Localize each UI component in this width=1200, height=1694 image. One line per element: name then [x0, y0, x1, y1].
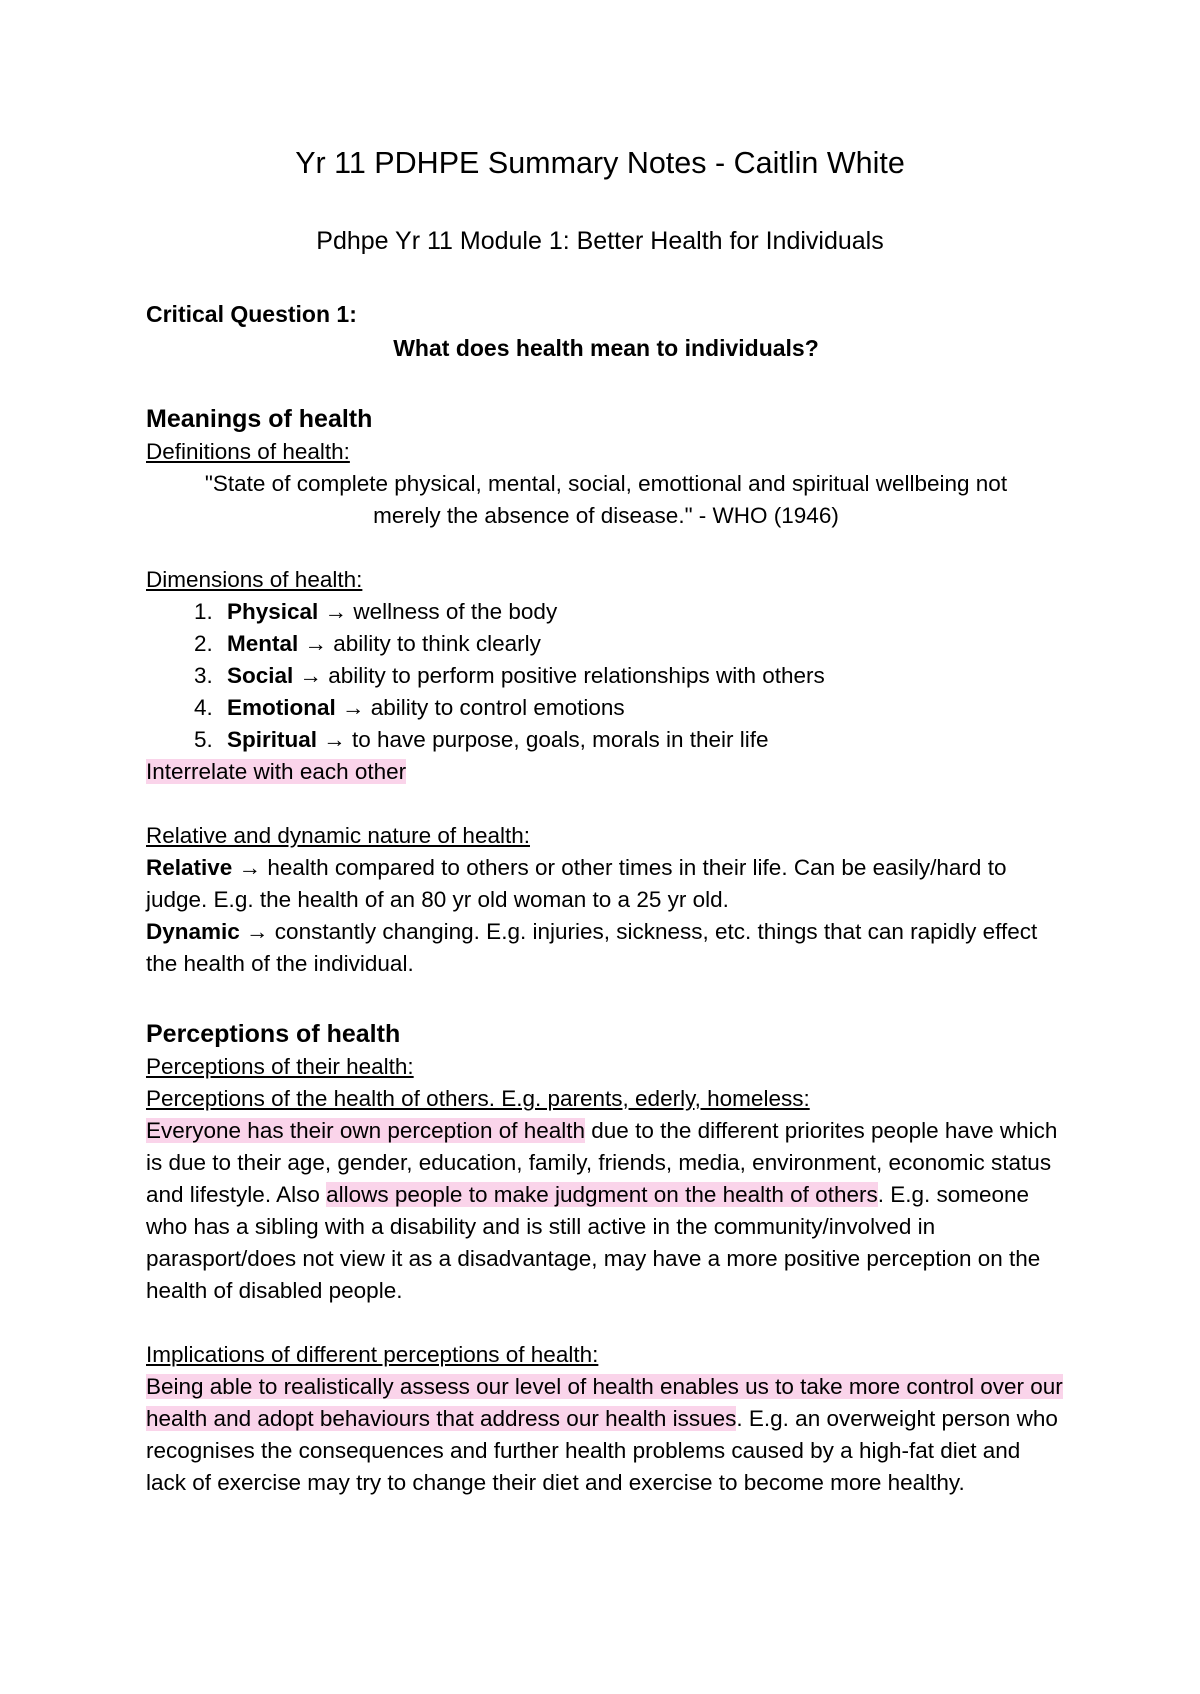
dimension-desc: → ability to control emotions — [335, 695, 625, 720]
relative-desc: → health compared to others or other times in their life. Can be easily/hard to judge. E.g. the health of an 80 yr old woman to a 25 yr old. — [146, 855, 1007, 912]
perceptions-paragraph — [146, 1115, 1066, 1307]
paragraph-text: due to the different priorites people have which is due to their age, gender, education, family, friends, media, environment, economic status and lifestyle. Also — [146, 1118, 1058, 1207]
others-health-label: Perceptions of the health of others. E.g. parents, ederly, homeless: — [146, 1086, 810, 1111]
dimensions-label: Dimensions of health: — [146, 567, 363, 592]
critical-question-text: What does health mean to individuals? — [393, 335, 819, 361]
meanings-section — [146, 402, 1066, 980]
dimension-term: Spiritual — [227, 727, 318, 752]
dimension-desc: → wellness of the body — [318, 599, 558, 624]
highlight-text: allows people to make judgment on the health of others — [326, 1182, 878, 1207]
definitions-label: Definitions of health: — [146, 439, 350, 464]
dynamic-term: Dynamic — [146, 919, 240, 944]
relative-paragraph — [146, 852, 1066, 916]
meanings-heading: Meanings of health — [146, 405, 373, 433]
their-health-label: Perceptions of their health: — [146, 1054, 414, 1079]
perceptions-heading: Perceptions of health — [146, 1020, 401, 1048]
implications-label: Implications of different perceptions of health: — [146, 1342, 599, 1367]
relative-term: Relative — [146, 855, 233, 880]
list-item — [219, 628, 1066, 660]
dimension-term: Emotional — [227, 695, 336, 720]
implications-paragraph — [146, 1371, 1066, 1499]
interrelate-note: Interrelate with each other — [146, 759, 407, 784]
dynamic-desc: → constantly changing. E.g. injuries, sickness, etc. things that can rapidly effect the health of the individual. — [146, 919, 1038, 976]
list-item — [219, 724, 1066, 756]
dimension-term: Social — [227, 663, 294, 688]
dimension-desc: → ability to perform positive relationships with others — [293, 663, 825, 688]
relative-dynamic-label: Relative and dynamic nature of health: — [146, 823, 530, 848]
who-quote-line-2: merely the absence of disease." - WHO (1946) — [373, 503, 839, 528]
list-item — [219, 692, 1066, 724]
dimensions-list — [146, 596, 1066, 756]
dimension-term: Physical — [227, 599, 319, 624]
list-item — [219, 660, 1066, 692]
paragraph-text: . E.g. someone who has a sibling with a disability and is still active in the community/involved in parasport/does not view it as a disadvantage, may have a more positive perception on the health of disabled people. — [146, 1182, 1041, 1303]
document-title: Yr 11 PDHPE Summary Notes - Caitlin White — [295, 146, 905, 180]
highlight-text: Everyone has their own perception of health — [146, 1118, 586, 1143]
perceptions-section — [146, 1017, 1066, 1499]
dimension-desc: → to have purpose, goals, morals in their life — [317, 727, 769, 752]
dimension-desc: → ability to think clearly — [298, 631, 541, 656]
critical-question — [146, 297, 1066, 365]
highlight-text: Being able to realistically assess our level of health enables us to take more control over our health and adopt behaviours that address our health issues — [146, 1374, 1063, 1431]
critical-question-label: Critical Question 1: — [146, 301, 357, 327]
paragraph-text: . E.g. an overweight person who recognises the consequences and further health problems caused by a high-fat diet and lack of exercise may try to change their diet and exercise to become more healthy. — [146, 1406, 1058, 1495]
module-title: Pdhpe Yr 11 Module 1: Better Health for Individuals — [316, 227, 884, 255]
list-item — [219, 596, 1066, 628]
dimension-term: Mental — [227, 631, 299, 656]
dynamic-paragraph — [146, 916, 1066, 980]
who-quote-line-1: "State of complete physical, mental, social, emottional and spiritual wellbeing not — [204, 471, 1008, 496]
